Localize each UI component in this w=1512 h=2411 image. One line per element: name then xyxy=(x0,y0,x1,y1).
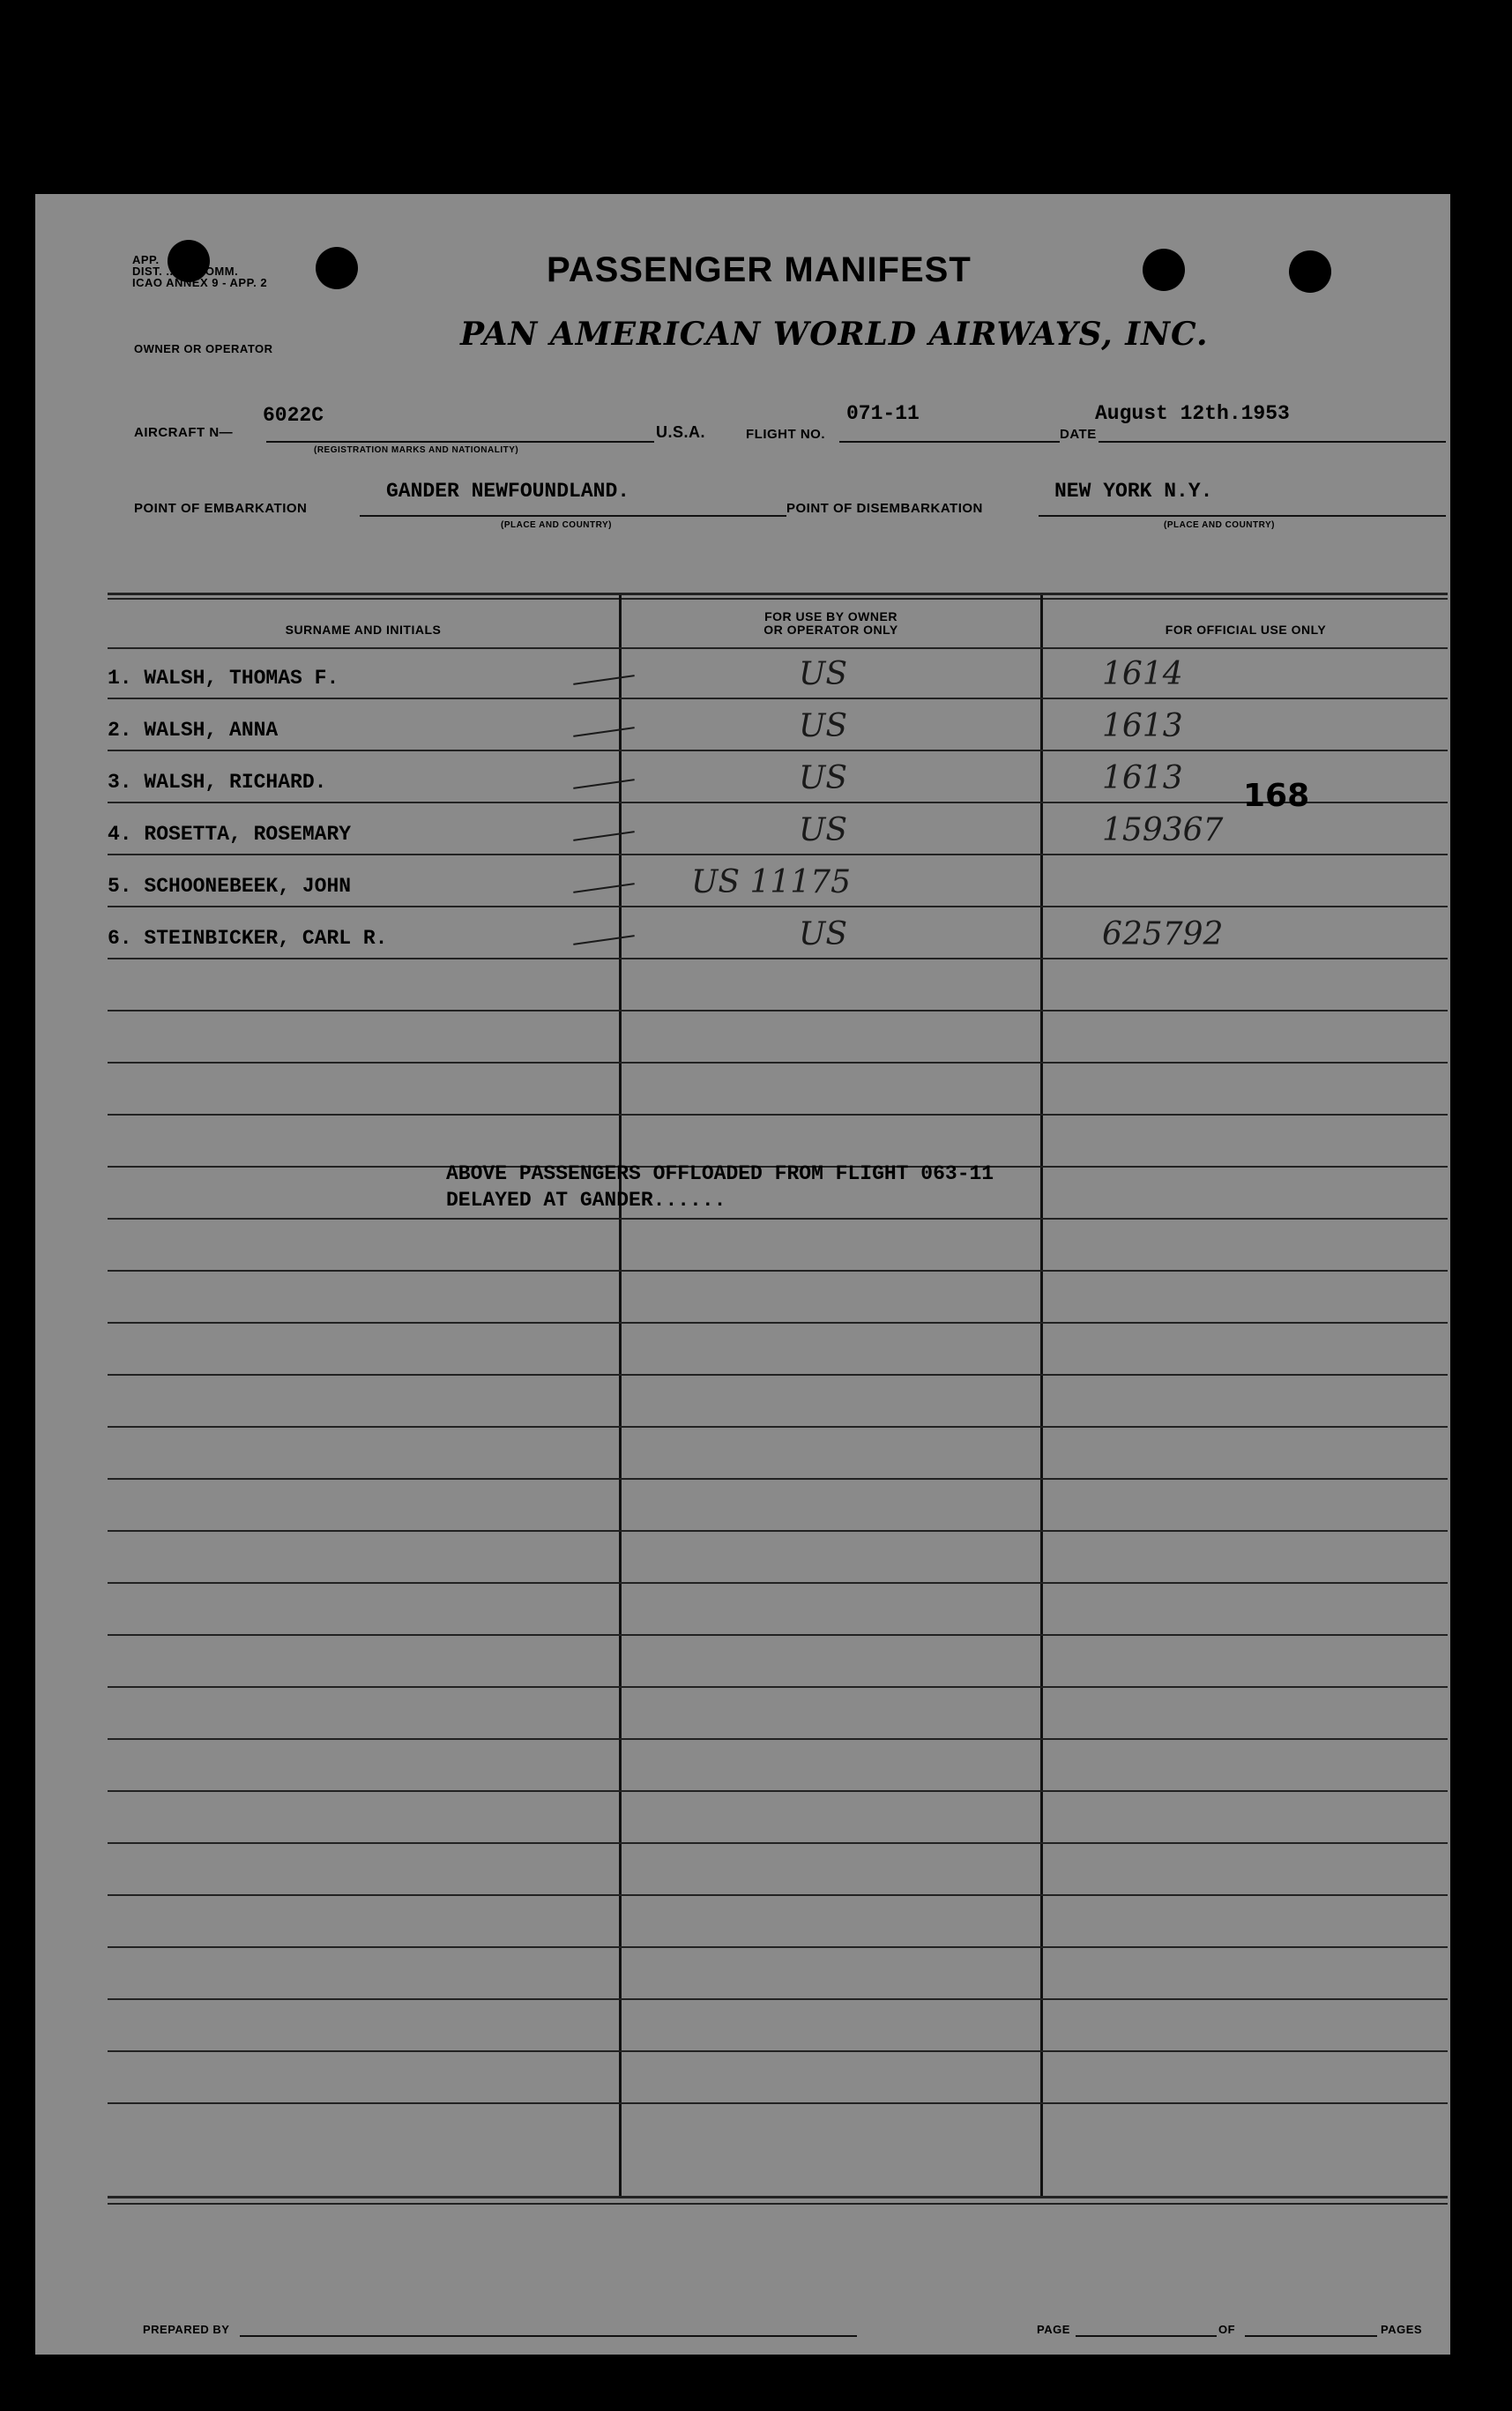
owner-entry: US xyxy=(799,812,848,848)
table-top-line xyxy=(108,593,1448,595)
row-line xyxy=(108,1946,1448,1948)
row-line xyxy=(108,1582,1448,1584)
punch-hole-icon xyxy=(316,247,358,289)
official-entry: 159367 xyxy=(1102,812,1224,848)
disembark-label: POINT OF DISEMBARKATION xyxy=(786,501,983,516)
airline-name: PAN AMERICAN WORLD AIRWAYS, INC. xyxy=(460,316,1209,353)
usa-label: U.S.A. xyxy=(656,423,706,441)
annex-line: ICAO ANNEX 9 - APP. 2 xyxy=(132,276,268,289)
date-label: DATE xyxy=(1060,427,1097,442)
place-note: (PLACE AND COUNTRY) xyxy=(1164,520,1275,530)
flight-label: FLIGHT NO. xyxy=(746,427,825,442)
pages-label: PAGES xyxy=(1381,2323,1423,2336)
tick-mark-icon xyxy=(573,779,635,789)
passenger-name: 1. WALSH, THOMAS F. xyxy=(108,667,339,690)
row-line xyxy=(108,1218,1448,1220)
tick-mark-icon xyxy=(573,675,635,685)
official-entry: 1613 xyxy=(1102,708,1183,744)
aircraft-value: 6022C xyxy=(263,404,324,427)
embark-label: POINT OF EMBARKATION xyxy=(134,501,308,516)
row-line xyxy=(108,1790,1448,1792)
official-entry: 625792 xyxy=(1102,916,1224,952)
tick-mark-icon xyxy=(573,727,635,737)
row-line xyxy=(108,1686,1448,1688)
table-top-line xyxy=(108,598,1448,600)
passenger-name: 6. STEINBICKER, CARL R. xyxy=(108,927,388,950)
place-note: (PLACE AND COUNTRY) xyxy=(501,520,612,530)
row-line xyxy=(108,1738,1448,1740)
page-title: PASSENGER MANIFEST xyxy=(547,250,972,289)
owner-entry: US xyxy=(799,916,848,952)
row-line xyxy=(108,1634,1448,1636)
table-bottom-line xyxy=(108,2203,1448,2205)
row-line xyxy=(108,2102,1448,2104)
row-line xyxy=(108,854,1448,855)
owner-entry: US xyxy=(799,760,848,796)
row-line xyxy=(108,1530,1448,1532)
column-divider xyxy=(1040,595,1043,2196)
column-header-official: FOR OFFICIAL USE ONLY xyxy=(1165,623,1327,637)
official-entry: 1613 xyxy=(1102,760,1183,796)
passenger-name: 4. ROSETTA, ROSEMARY xyxy=(108,823,352,846)
note-line: DELAYED AT GANDER...... xyxy=(446,1189,726,1212)
owner-entry: US xyxy=(799,708,848,744)
punch-hole-icon xyxy=(1143,249,1185,291)
row-line xyxy=(108,1322,1448,1324)
row-line xyxy=(108,1010,1448,1011)
row-line xyxy=(108,1998,1448,2000)
header-line xyxy=(108,647,1448,649)
row-line xyxy=(108,1114,1448,1116)
row-line xyxy=(108,958,1448,959)
row-line xyxy=(108,906,1448,907)
column-divider xyxy=(619,595,622,2196)
owner-header-line: FOR USE BY OWNER xyxy=(764,609,898,623)
punch-hole-icon xyxy=(1289,250,1331,293)
column-header-owner xyxy=(622,610,1040,637)
prepared-label: PREPARED BY xyxy=(143,2323,230,2336)
official-entry: 1614 xyxy=(1102,656,1183,692)
row-line xyxy=(108,1894,1448,1896)
row-line xyxy=(108,1374,1448,1376)
owner-header-line: OR OPERATOR ONLY xyxy=(763,623,898,637)
of-label: OF xyxy=(1218,2323,1236,2336)
aircraft-label: AIRCRAFT N— xyxy=(134,425,234,440)
passenger-name: 5. SCHOONEBEEK, JOHN xyxy=(108,875,352,898)
row-line xyxy=(108,1270,1448,1272)
row-line xyxy=(108,750,1448,751)
page-label: PAGE xyxy=(1037,2323,1070,2336)
offload-note xyxy=(446,1161,994,1213)
owner-entry: US 11175 xyxy=(691,864,851,900)
embark-value: GANDER NEWFOUNDLAND. xyxy=(386,480,630,503)
annex-reference xyxy=(132,254,267,288)
note-line: ABOVE PASSENGERS OFFLOADED FROM FLIGHT 063-11 xyxy=(446,1162,994,1185)
owner-entry: US xyxy=(799,656,848,692)
registration-note: (REGISTRATION MARKS AND NATIONALITY) xyxy=(314,445,519,455)
column-header-names: SURNAME AND INITIALS xyxy=(285,623,442,637)
disembark-value: NEW YORK N.Y. xyxy=(1054,480,1213,503)
tick-mark-icon xyxy=(573,935,635,945)
annex-line: APP. xyxy=(132,253,160,266)
tick-mark-icon xyxy=(573,831,635,841)
row-line xyxy=(108,1062,1448,1064)
owner-label: OWNER OR OPERATOR xyxy=(134,342,273,355)
row-line xyxy=(108,1842,1448,1844)
row-line xyxy=(108,1426,1448,1428)
table-bottom-line xyxy=(108,2196,1448,2198)
flight-number: 071-11 xyxy=(846,402,920,425)
row-line xyxy=(108,698,1448,699)
annex-line: DIST. ...AL COMM. xyxy=(132,265,239,278)
manifest-sheet xyxy=(35,194,1450,2355)
passenger-name: 2. WALSH, ANNA xyxy=(108,719,279,742)
flight-date: August 12th.1953 xyxy=(1095,402,1290,425)
row-line xyxy=(108,1478,1448,1480)
tick-mark-icon xyxy=(573,883,635,893)
row-line xyxy=(108,2050,1448,2052)
passenger-count: 168 xyxy=(1243,778,1310,814)
passenger-name: 3. WALSH, RICHARD. xyxy=(108,771,327,794)
